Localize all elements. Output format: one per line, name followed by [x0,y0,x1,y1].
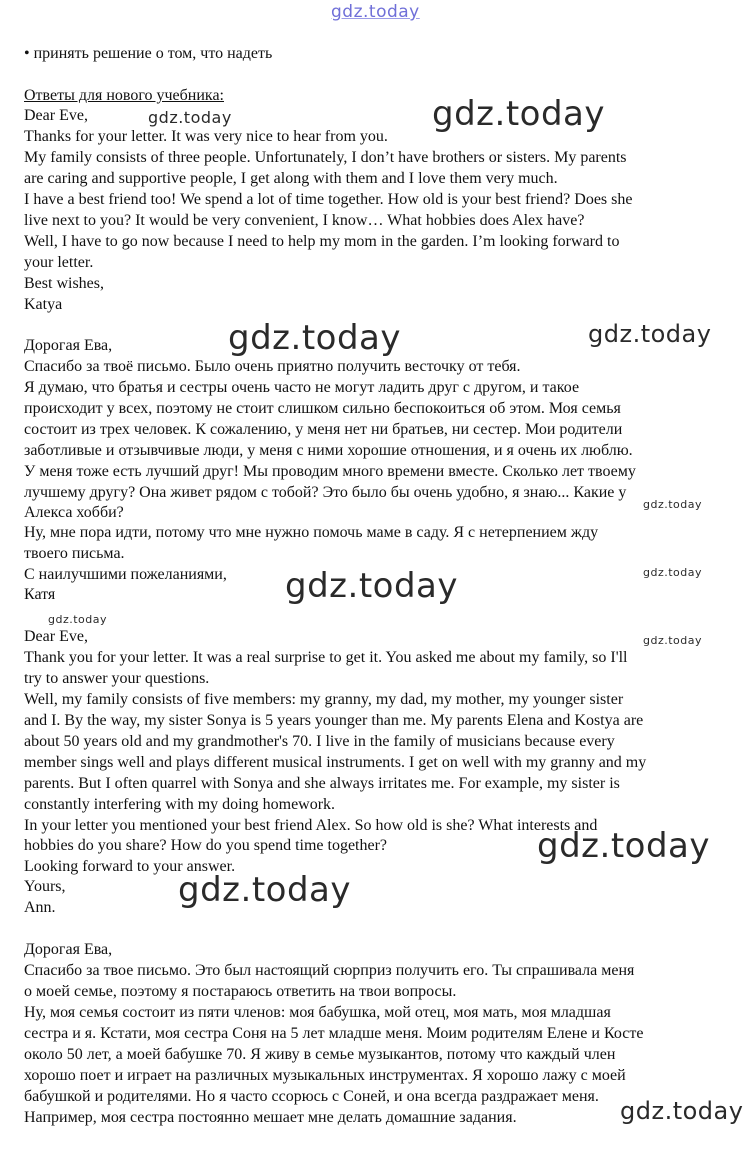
watermark: gdz.today [643,634,703,647]
letter2-en-line: parents. But I often quarrel with Sonya and she always irritates me. For example, my sister is [24,775,620,792]
watermark: gdz.today [588,320,712,348]
watermark: gdz.today [285,566,458,606]
letter2-en-line: Thank you for your letter. It was a real surprise to get it. You asked me about my family, so I'll [24,649,628,666]
letter2-en-line: and I. By the way, my sister Sonya is 5 years younger than me. My parents Elena and Kostya are [24,712,644,729]
letter2-en-line: try to answer your questions. [24,670,210,687]
letter2-en-line: In your letter you mentioned your best friend Alex. So how old is she? What interests and [24,817,598,834]
letter1-ru-line: У меня тоже есть лучший друг! Мы проводим много времени вместе. Сколько лет твоему [24,463,636,480]
letter2-en-line: Well, my family consists of five members: my granny, my dad, my mother, my younger sister [24,691,624,708]
letter2-ru-line: сестра и я. Кстати, моя сестра Соня на 5 лет младше меня. Моим родителям Елене и Косте [24,1025,644,1042]
letter1-ru-line: Спасибо за твоё письмо. Было очень приятно получить весточку от тебя. [24,358,521,375]
letter2-en-line: Ann. [24,899,56,916]
letter1-en-line: your letter. [24,254,94,271]
letter2-en-line: Dear Eve, [24,628,88,645]
watermark: gdz.today [643,498,703,511]
letter1-ru-line: заботливые и отзывчивые люди, у меня с ними хорошие отношения, и я очень их люблю. [24,442,633,459]
letter2-ru-line: Дорогая Ева, [24,941,113,958]
letter2-en-line: member sings well and plays different musical instruments. I get on well with my granny and my [24,754,647,771]
letter2-ru-line: хорошо поет и играет на различных музыкальных инструментах. Я хорошо лажу с моей [24,1067,626,1084]
letter2-en-line: Yours, [24,878,66,895]
watermark: gdz.today [178,870,351,910]
watermark: gdz.today [643,566,703,579]
watermark-top: gdz.today [331,2,420,22]
watermark: gdz.today [432,94,605,134]
letter1-en-line: Thanks for your letter. It was very nice to hear from you. [24,128,388,145]
letter1-ru-line: Катя [24,586,56,603]
letter1-en-line: live next to you? It would be very convenient, I know… What hobbies does Alex have? [24,212,585,229]
bullet-line: • принять решение о том, что надеть [24,45,273,62]
letter1-ru-line: Ну, мне пора идти, потому что мне нужно помочь маме в саду. Я с нетерпением жду [24,524,599,541]
letter1-en-line: are caring and supportive people, I get along with them and I love them very much. [24,170,558,187]
letter1-en-line: Dear Eve, [24,107,88,124]
letter1-en-line: My family consists of three people. Unfortunately, I don’t have brothers or sisters. My parents [24,149,627,166]
letter1-ru-line: твоего письма. [24,545,125,562]
watermark: gdz.today [228,318,401,358]
letter1-ru-line: С наилучшими пожеланиями, [24,566,227,583]
watermark: gdz.today [620,1097,744,1125]
letter2-en-line: constantly interfering with my doing homework. [24,796,336,813]
letter2-en-line: about 50 years old and my grandmother's 70. I live in the family of musicians because every [24,733,615,750]
watermark: gdz.today [537,826,710,866]
letter1-en-line: I have a best friend too! We spend a lot of time together. How old is your best friend? Does she [24,191,633,208]
letter1-ru-line: Дорогая Ева, [24,337,113,354]
letter2-ru-line: Например, моя сестра постоянно мешает мне делать домашние задания. [24,1109,517,1126]
letter2-ru-line: о моей семье, поэтому я постараюсь ответить на твои вопросы. [24,983,457,1000]
letter1-en-line: Best wishes, [24,275,104,292]
letter2-en-line: Looking forward to your answer. [24,858,236,875]
letter2-ru-line: около 50 лет, а моей бабушке 70. Я живу в семье музыкантов, потому что каждый член [24,1046,616,1063]
watermark: gdz.today [48,613,108,626]
letter1-ru-line: Я думаю, что братья и сестры очень часто не могут ладить друг с другом, и такое [24,379,580,396]
letter1-en-line: Katya [24,296,63,313]
letter2-ru-line: бабушкой и родителями. Но я часто ссорюсь с Соней, и она всегда раздражает меня. [24,1088,599,1105]
letter1-en-line: Well, I have to go now because I need to help my mom in the garden. I’m looking forward to [24,233,620,250]
letter1-ru-line: происходит у всех, поэтому не стоит слишком сильно беспокоиться об этом. Моя семья [24,400,621,417]
letter2-en-line: hobbies do you share? How do you spend time together? [24,837,388,854]
letter2-ru-line: Ну, моя семья состоит из пяти членов: моя бабушка, мой отец, моя мать, моя младшая [24,1004,611,1021]
letter2-ru-line: Спасибо за твое письмо. Это был настоящий сюрприз получить его. Ты спрашивала меня [24,962,635,979]
watermark: gdz.today [148,108,232,127]
letter1-ru-line: Алекса хобби? [24,504,124,521]
letter1-ru-line: состоит из трех человек. К сожалению, у меня нет ни братьев, ни сестер. Мои родители [24,421,623,438]
letter1-ru-line: лучшему другу? Она живет рядом с тобой? Это было бы очень удобно, я знаю... Какие у [24,484,627,501]
section-heading: Ответы для нового учебника: [24,87,224,104]
